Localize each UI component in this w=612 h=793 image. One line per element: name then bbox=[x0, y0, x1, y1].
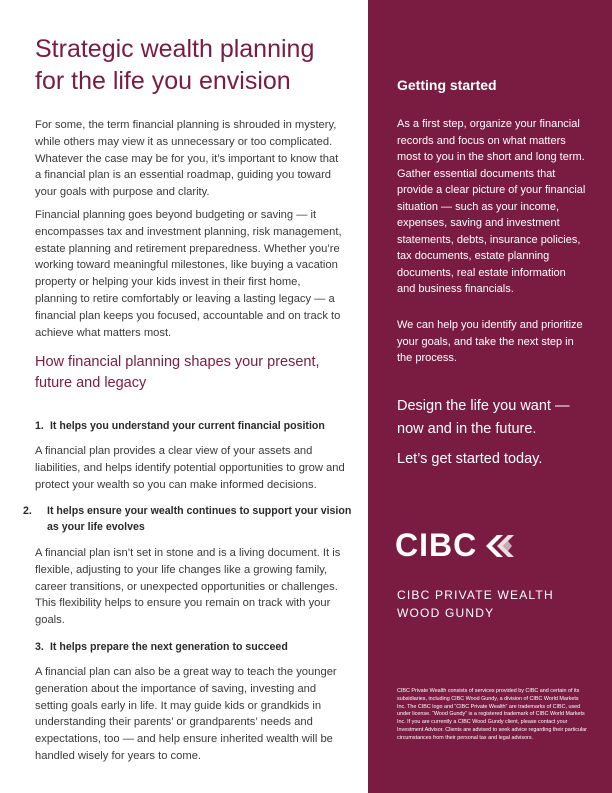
intro-paragraph-2: Financial planning goes beyond budgeting or saving — it encompasses tax and investment planning, risk management, estate planning and retirement preparedness. Whether you’re working toward meaningful milestones, like buying a vacation property or helping your kids invest in their first home, planning to retire comfortably or leaving a lasting legacy — a financial plan keeps you focused, accountable and on track to achieve what matters most. bbox=[35, 209, 342, 339]
getting-started-paragraph-2: We can help you identify and prioritize your goals, and take the next step in the process. bbox=[397, 319, 583, 364]
getting-started-heading: Getting started bbox=[397, 77, 497, 93]
intro-paragraph-1: For some, the term financial planning is shrouded in mystery, while others may view it as unnecessary or too complicated. Whatever the case may be for you, it’s important to know that a financial plan is an essential roadmap, guiding you toward your goals with purpose and clarity. bbox=[35, 119, 339, 199]
section-3-body: A financial plan can also be a great way to teach the younger generation about the importance of saving, investing and setting goals early in life. It may guide kids or grandkids in understanding their parents’ or grandparents’ needs and expectations, too — and help ensure inherited wealth will be handled wisely for years to come. bbox=[35, 666, 337, 762]
section-2-heading-text: It helps ensure your wealth continues to support your vision as your life evolves bbox=[47, 505, 352, 533]
section-2-heading bbox=[23, 503, 357, 535]
logo-wordmark: CIBC bbox=[395, 527, 478, 563]
section-2-body: A financial plan isn’t set in stone and is a living document. It is flexible, adjusting to your life changes like a growing family, career transitions, or unexpected opportunities or challenges. This flexibility helps to ensure you remain on track with your goals. bbox=[35, 547, 341, 627]
section-1-heading-text: It helps you understand your current financial position bbox=[49, 420, 325, 432]
section-3-heading bbox=[35, 639, 345, 655]
title-line-1: Strategic wealth planning bbox=[35, 35, 315, 63]
section-1-heading bbox=[35, 418, 345, 434]
section-2-number: 2. bbox=[23, 505, 32, 517]
section-1-number: 1. bbox=[35, 420, 44, 432]
sidebar-panel bbox=[368, 0, 612, 793]
section-3-number: 3. bbox=[35, 641, 44, 653]
getting-started-paragraph-1: As a first step, organize your financial records and focus on what matters most to you in the short and long term. Gather essential documents that provide a clear picture of your financial situation — such as your income, expenses, saving and investment statements, debts, insurance policies, tax documents, estate planning documents, real estate information and business financials. bbox=[397, 118, 586, 295]
cibc-logo bbox=[395, 527, 516, 567]
section-3-heading-text: It helps prepare the next generation to succeed bbox=[49, 641, 288, 653]
brand-name bbox=[397, 586, 554, 622]
page-title bbox=[35, 33, 355, 97]
title-line-2: for the life you envision bbox=[35, 67, 291, 95]
tagline-line-1: Design the life you want — bbox=[397, 398, 570, 414]
brand-line-2: WOOD GUNDY bbox=[397, 606, 495, 620]
tagline-get-started: Let’s get started today. bbox=[397, 451, 543, 467]
section-subheading: How financial planning shapes your present, future and legacy bbox=[35, 354, 320, 391]
brand-line-1: CIBC PRIVATE WEALTH bbox=[397, 588, 554, 602]
legal-disclaimer: CIBC Private Wealth consists of services provided by CIBC and certain of its subsidiaries, including CIBC Wood Gundy, a division of CIBC World Markets Inc. The CIBC logo and “CIBC Private Wealth” are trademarks of CIBC, used under license. “Wood Gundy” is a registered trademark of CIBC World Markets Inc. If you are currently a CIBC Wood Gundy client, please contact your Investment Advisor. Clients are advised to seek advice regarding their particular circumstances from their personal tax and legal advisors. bbox=[397, 688, 587, 741]
section-1-body: A financial plan provides a clear view of your assets and liabilities, and helps identify potential opportunities to grow and protect your wealth so you can make informed decisions. bbox=[35, 445, 345, 491]
tagline-design bbox=[397, 395, 569, 441]
tagline-line-2: now and in the future. bbox=[397, 421, 537, 437]
chevron-logo-icon bbox=[484, 531, 516, 561]
